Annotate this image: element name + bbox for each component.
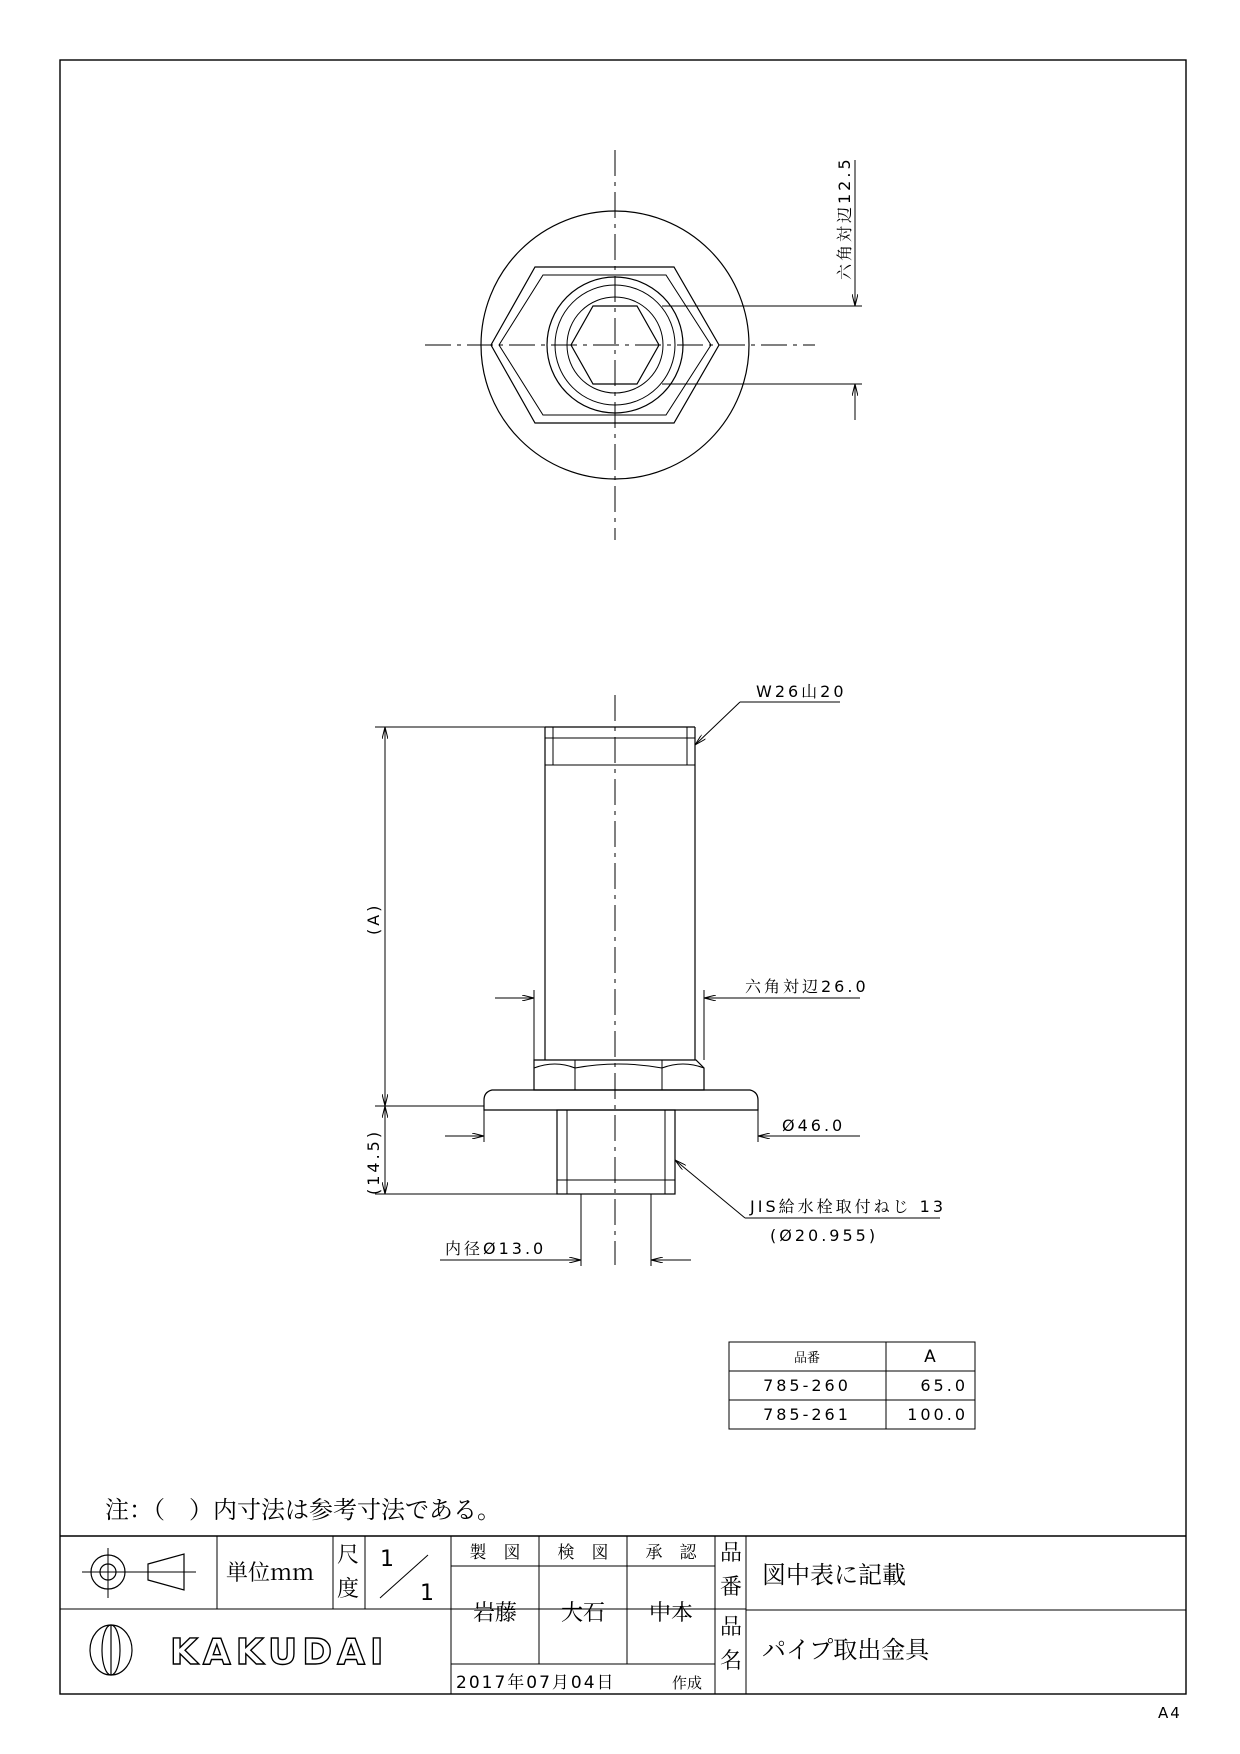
paper-size: A4 [1158,1704,1182,1722]
inner-diameter-label: 内径Ø13.0 [445,1239,547,1258]
approved-by: 中本 [648,1601,694,1626]
reference-dimension-note: 注：（ ）内寸法は参考寸法である。 [105,1496,501,1524]
part-name-label-2: 名 [720,1649,743,1674]
flange-diameter-label: Ø46.0 [782,1116,846,1135]
flange-side [484,1090,758,1110]
spec-header-a: A [924,1347,936,1367]
scale-numerator: 1 [380,1547,394,1572]
side-view [364,682,946,1266]
jis-thread-diameter-label: (Ø20.955) [770,1226,879,1245]
spec-table [729,1342,975,1429]
third-angle-projection-icon [82,1548,196,1598]
scale-label-1: 尺 [337,1543,360,1568]
jis-thread-label: JIS給水栓取付ねじ 13 [750,1197,947,1216]
unit-label: 単位ｍｍ [226,1561,315,1586]
thread-label: W26山20 [756,682,847,701]
spec-row-1-a: 65.0 [920,1376,968,1395]
drawing-date: 2017年07月04日 [456,1673,616,1693]
top-view [425,150,862,540]
spec-row-2-part: 785-261 [763,1405,851,1424]
hex-across-flats-side-label: 六角対辺26.0 [745,977,869,996]
approved-header: 承 認 [645,1543,697,1563]
created-label: 作成 [672,1674,703,1692]
title-block [60,1536,1186,1694]
drawn-header: 製 図 [469,1543,521,1563]
spec-row-2-a: 100.0 [907,1405,968,1424]
checked-header: 検 図 [557,1543,609,1563]
jis-thread-section [557,1110,675,1194]
spec-header-part-no: 品番 [793,1351,821,1366]
part-name-value: パイプ取出金具 [762,1636,930,1664]
checked-by: 大石 [560,1601,606,1626]
hex-across-flats-top-label: 六角対辺12.5 [835,156,854,280]
spec-row-1-part: 785-260 [763,1376,851,1395]
company-name: KAKUDAI [170,1632,389,1673]
part-no-label-1: 品 [720,1541,743,1566]
drawing-frame [60,60,1186,1694]
scale-label-2: 度 [337,1577,360,1602]
part-no-value: 図中表に記載 [762,1561,906,1589]
kakudai-logo [90,1625,388,1675]
part-name-label-1: 品 [720,1615,743,1640]
part-no-label-2: 番 [720,1575,743,1600]
dim-A-label: (A) [364,902,383,935]
drawn-by: 岩藤 [472,1601,518,1626]
dim-14-5-label: (14.5) [364,1128,383,1195]
scale-denominator: 1 [420,1581,434,1606]
